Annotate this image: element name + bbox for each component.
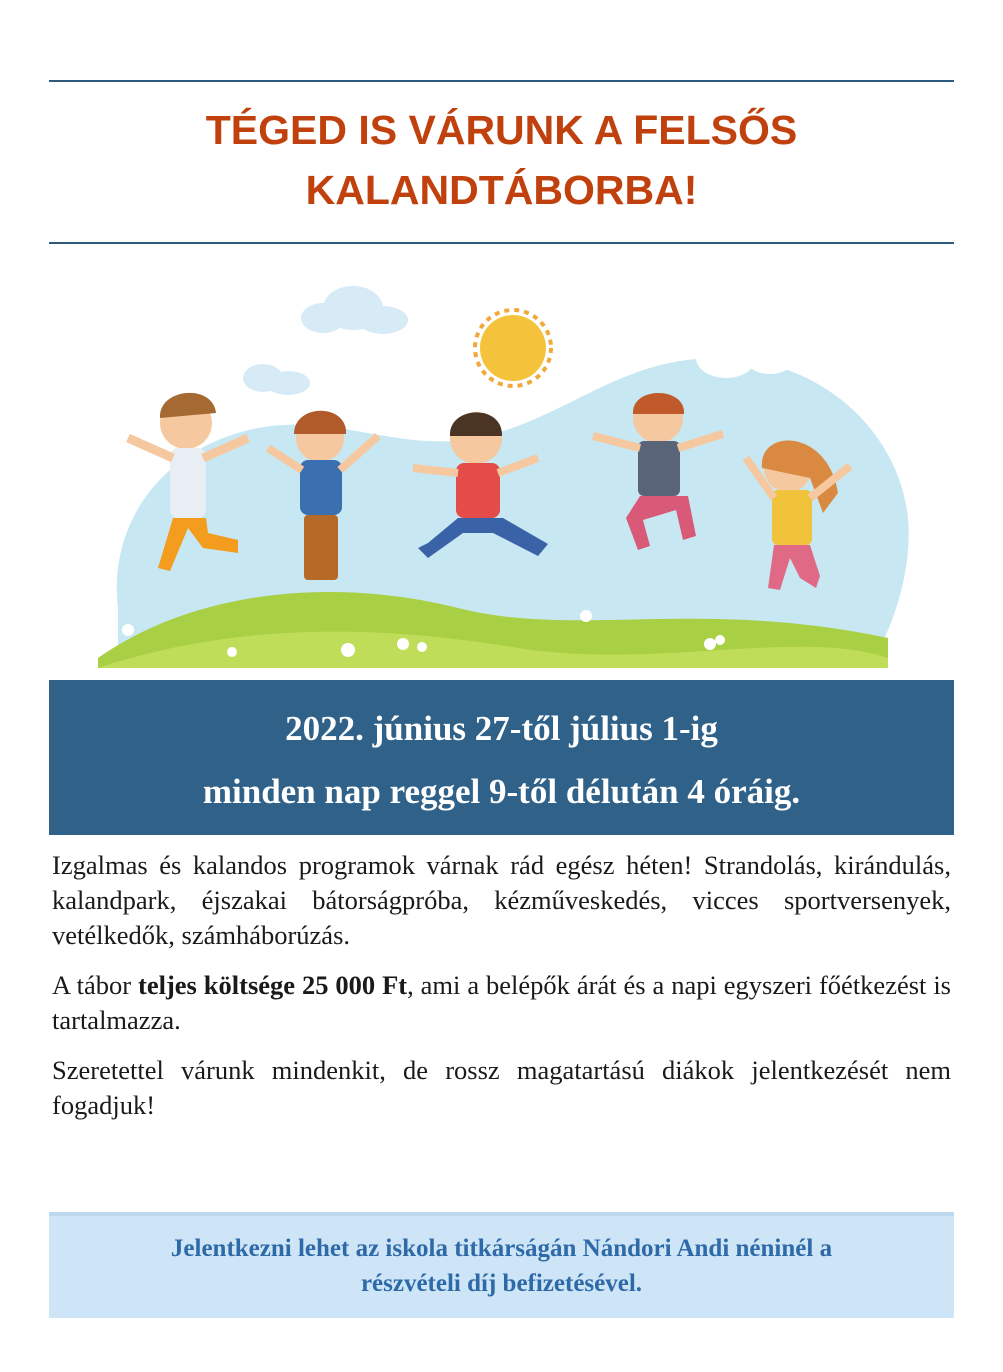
page-title	[49, 100, 954, 220]
signup-line-2: részvételi díj befizetésével.	[360, 1270, 643, 1297]
cloud-right	[696, 328, 792, 378]
top-rule	[49, 80, 954, 82]
signup-line-1: Jelentkezni lehet az iskola titkárságán Nándori Andi néninél a	[170, 1235, 833, 1262]
cost-paragraph	[52, 968, 951, 1038]
signup-box	[49, 1212, 954, 1318]
cloud-left	[301, 286, 408, 334]
daily-hours: minden nap reggel 9-től délután 4 óráig.	[202, 772, 801, 811]
title-line-1: TÉGED IS VÁRUNK A FELSŐS	[205, 107, 798, 153]
behaviour-paragraph: Szeretettel várunk mindenkit, de rossz magatartású diákok jelentkezését nem fogadjuk!	[52, 1055, 951, 1120]
cloud-far-left	[243, 364, 310, 395]
date-banner	[49, 680, 954, 835]
sun	[475, 310, 551, 386]
jumping-kids-illustration	[98, 278, 910, 668]
programs-paragraph: Izgalmas és kalandos programok várnak rád egész héten! Strandolás, kirándulás, kalandpark, éjszakai bátorságpróba, kézműveskedés, vicces sportversenyek, vetélkedők, számháborúzás.	[52, 850, 951, 950]
date-range: 2022. június 27-től július 1-ig	[285, 709, 718, 748]
cost-amount: teljes költsége 25 000 Ft	[138, 970, 408, 1000]
title-line-2: KALANDTÁBORBA!	[305, 167, 698, 213]
title-bottom-rule	[49, 242, 954, 244]
cost-details: , ami a belépők árát és a napi egyszeri főétkezést is tartalmazza.	[52, 970, 951, 1035]
description	[52, 848, 951, 1138]
cost-intro: A tábor	[52, 970, 138, 1000]
